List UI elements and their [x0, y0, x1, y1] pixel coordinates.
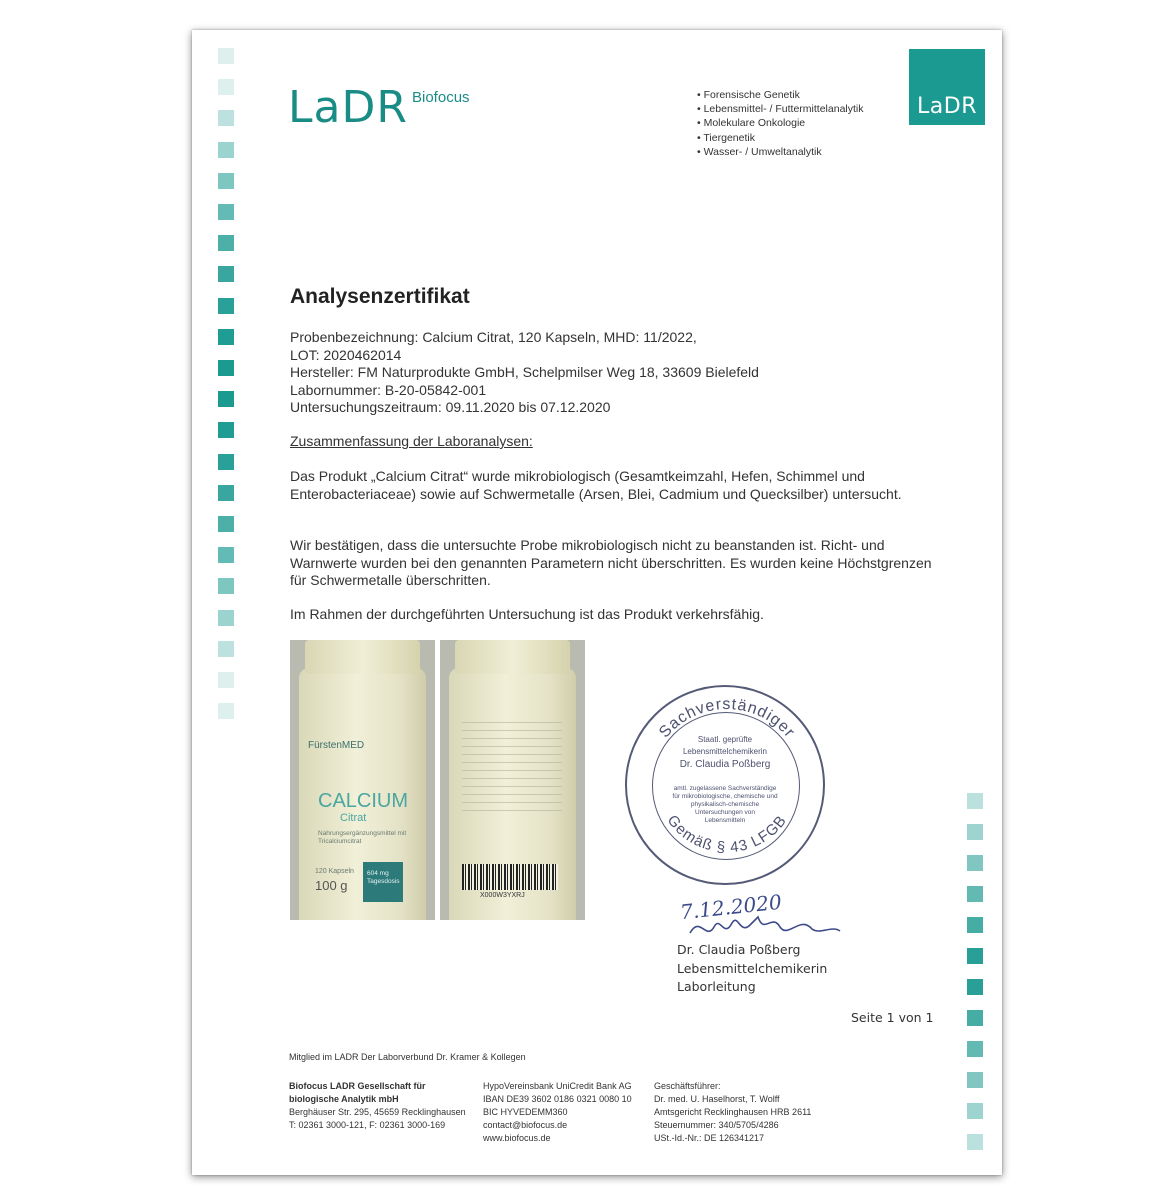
service-item: • Forensische Genetik — [697, 88, 864, 102]
decorative-square — [218, 110, 234, 126]
signer-department: Laborleitung — [677, 979, 756, 994]
product-weight: 100 g — [315, 878, 348, 893]
decorative-square — [218, 485, 234, 501]
stamp-arc-top: Sachverständiger — [656, 695, 799, 742]
decorative-square — [967, 886, 983, 902]
footer-management — [654, 1080, 811, 1145]
stamp-line: Lebensmitteln — [704, 817, 746, 824]
decorative-square — [218, 329, 234, 345]
decorative-square — [218, 422, 234, 438]
footer-management-line: Dr. med. U. Haselhorst, T. Wolff — [654, 1094, 780, 1104]
footer-company-line: Biofocus LADR Gesellschaft für — [289, 1081, 426, 1091]
decorative-square — [967, 917, 983, 933]
ladr-logo-box-label: LaDR — [917, 94, 977, 119]
product-photo-front — [290, 640, 435, 920]
footer-bank-line: contact@biofocus.de — [483, 1120, 568, 1130]
decorative-square — [218, 235, 234, 251]
footer-bank-line: www.biofocus.de — [483, 1133, 551, 1143]
footer-company-line: biologische Analytik mbH — [289, 1094, 399, 1104]
footer-bank-line: HypoVereinsbank UniCredit Bank AG — [483, 1081, 632, 1091]
dosage-badge — [363, 862, 403, 902]
product-brand: FürstenMED — [308, 740, 365, 751]
decorative-square — [218, 266, 234, 282]
decorative-square — [218, 360, 234, 376]
decorative-square — [218, 48, 234, 64]
label-text-block — [462, 722, 562, 812]
decorative-square — [967, 1103, 983, 1119]
stamp-line: Untersuchungen von — [695, 809, 755, 816]
signer-role: Lebensmittelchemikerin — [677, 960, 828, 976]
stamp-line: Dr. Claudia Poßberg — [679, 759, 771, 770]
decorative-square — [218, 516, 234, 532]
signer-name: Dr. Claudia Poßberg — [677, 942, 801, 957]
decorative-square — [218, 578, 234, 594]
conclusion-paragraph: Im Rahmen der durchgeführten Untersuchung ist das Produkt verkehrsfähig. — [290, 606, 764, 622]
product-photo-back — [440, 640, 585, 920]
footer-management-line: Steuernummer: 340/5705/4286 — [654, 1120, 779, 1130]
footer-management-line: Amtsgericht Recklinghausen HRB 2611 — [654, 1107, 812, 1117]
sample-detail-line: Hersteller: FM Naturprodukte GmbH, Schelpmilser Weg 18, 33609 Bielefeld — [290, 364, 759, 380]
service-item: • Molekulare Onkologie — [697, 116, 864, 130]
decorative-square — [967, 948, 983, 964]
sample-detail-line: Labornummer: B-20-05842-001 — [290, 381, 487, 398]
stamp-line: physikalisch-chemische — [690, 801, 760, 808]
barcode-text: X000W3YXRJ — [480, 892, 525, 899]
decorative-square — [218, 391, 234, 407]
sample-detail-line: Untersuchungszeitraum: 09.11.2020 bis 07.12.2020 — [290, 399, 611, 415]
decorative-square — [218, 454, 234, 470]
decorative-square — [967, 824, 983, 840]
footer-bank-line: BIC HYVEDEMM360 — [483, 1107, 568, 1117]
footer-company-line: T: 02361 3000-121, F: 02361 3000-169 — [289, 1120, 446, 1130]
decorative-square — [218, 547, 234, 563]
decorative-square — [218, 641, 234, 657]
signature-date: 7.12.2020 — [679, 889, 783, 925]
decorative-square — [967, 1072, 983, 1088]
dosage-badge-text: 604 mg Tagesdosis — [367, 870, 400, 885]
document-title: Analysenzertifikat — [290, 285, 470, 308]
decorative-square — [218, 79, 234, 95]
certificate-page — [192, 30, 1002, 1175]
decorative-square — [218, 173, 234, 189]
service-item: • Lebensmittel- / Futtermittelanalytik — [697, 102, 864, 116]
sample-detail-line: LOT: 2020462014 — [290, 346, 402, 363]
ladr-logo: LaDR — [288, 82, 408, 133]
decorative-square — [218, 298, 234, 314]
decorative-square — [967, 1134, 983, 1150]
decorative-square — [218, 610, 234, 626]
signer-block — [677, 941, 827, 997]
barcode — [462, 864, 558, 890]
sample-detail-line: Probenbezeichnung: Calcium Citrat, 120 Kapseln, MHD: 11/2022, — [290, 329, 697, 345]
services-list — [697, 88, 864, 159]
stamp-arc-bottom: Gemäß § 43 LFGB — [663, 811, 791, 857]
decorative-square — [218, 672, 234, 688]
footer-company-line: Berghäuser Str. 295, 45659 Recklinghausen — [289, 1107, 466, 1117]
product-name-sub: Citrat — [340, 812, 367, 824]
decorative-square — [967, 855, 983, 871]
summary-paragraph: Das Produkt „Calcium Citrat“ wurde mikrobiologisch (Gesamtkeimzahl, Hefen, Schimmel und Enterobacteriaceae) sowie auf Schwermetalle (Arsen, Blei, Cadmium und Quecksilber) untersucht. — [290, 468, 902, 502]
decorative-square — [967, 1041, 983, 1057]
stamp-line: Staatl. geprüfte — [697, 735, 753, 744]
official-stamp — [625, 685, 825, 885]
decorative-square — [967, 793, 983, 809]
decorative-square — [967, 1010, 983, 1026]
footer-management-line: USt.-Id.-Nr.: DE 126341217 — [654, 1133, 765, 1143]
confirmation-paragraph: Wir bestätigen, dass die untersuchte Probe mikrobiologisch nicht zu beanstanden ist. Richt- und Warnwerte wurden bei den genannten Parametern nicht überschritten. Es wurden keine Höchstgrenzen für Schwermetalle überschritten. — [290, 537, 932, 588]
stamp-line: Lebensmittelchemikerin — [682, 747, 768, 756]
decorative-square — [218, 703, 234, 719]
sample-details — [290, 329, 759, 417]
footer-management-line: Geschäftsführer: — [654, 1081, 721, 1091]
decorative-square — [218, 142, 234, 158]
stamp-line: amtl. zugelassene Sachverständige — [673, 785, 777, 792]
product-name: CALCIUM — [318, 790, 409, 812]
decorative-square — [967, 979, 983, 995]
ladr-logo-subtitle: Biofocus — [412, 89, 470, 106]
footer-bank — [483, 1080, 632, 1145]
footer-company — [289, 1080, 466, 1132]
page-number: Seite 1 von 1 — [851, 1010, 934, 1025]
footer-membership: Mitglied im LADR Der Laborverbund Dr. Kramer & Kollegen — [289, 1052, 526, 1062]
stamp-line: für mikrobiologische, chemische und — [672, 793, 778, 800]
summary-heading: Zusammenfassung der Laboranalysen: — [290, 433, 533, 449]
footer-bank-line: IBAN DE39 3602 0186 0321 0080 10 — [483, 1094, 632, 1104]
service-item: • Tiergenetik — [697, 131, 864, 145]
decorative-square — [218, 204, 234, 220]
service-item: • Wasser- / Umweltanalytik — [697, 145, 864, 159]
product-count: 120 Kapseln — [315, 868, 354, 875]
ladr-logo-box — [909, 49, 985, 125]
product-caption: Nahrungsergänzungsmittel mit Tricalciumcitrat — [318, 830, 407, 845]
